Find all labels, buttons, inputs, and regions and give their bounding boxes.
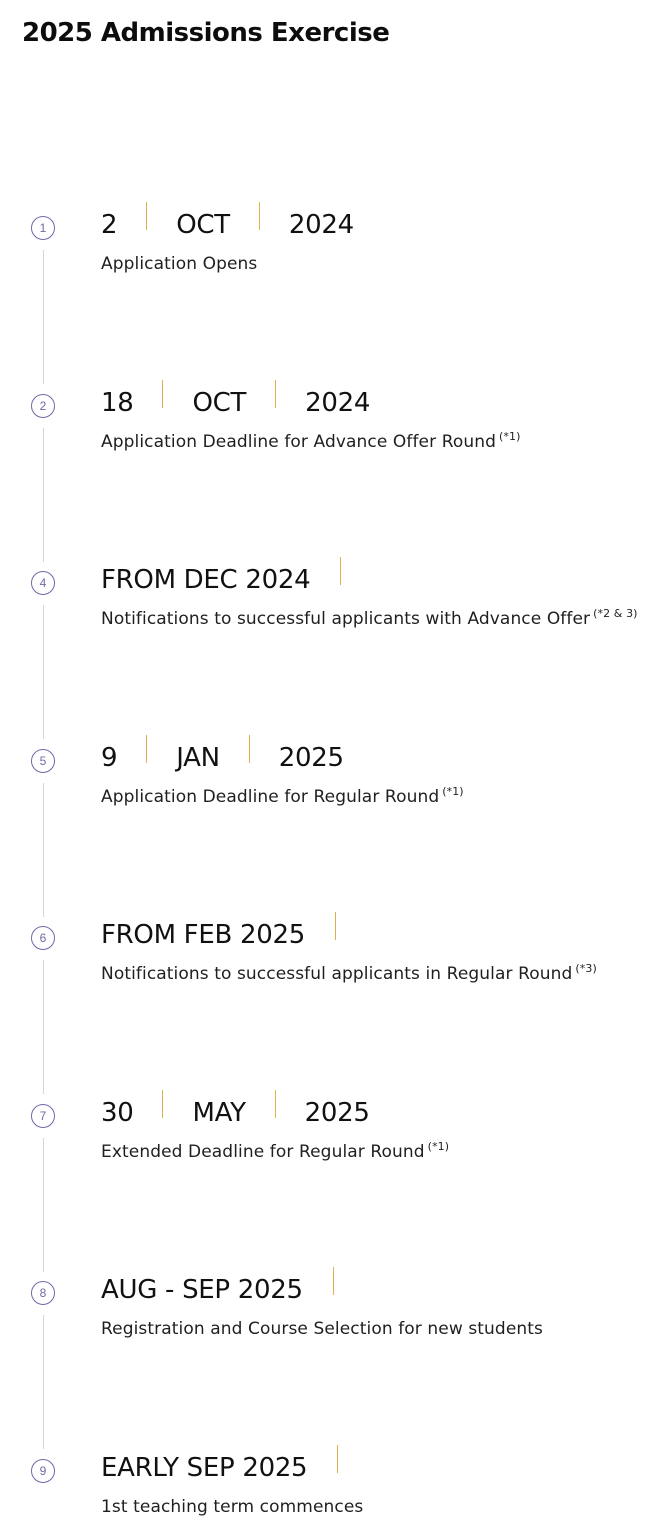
event-date — [101, 380, 370, 426]
event-date — [101, 1090, 370, 1136]
event-description — [101, 962, 597, 986]
step-number-badge: 5 — [31, 749, 55, 773]
date-part: EARLY SEP 2025 — [101, 1453, 308, 1483]
date-separator — [337, 1445, 338, 1473]
event-description-text: Notifications to successful applicants in Regular Round — [101, 964, 573, 984]
event-description-text: Registration and Course Selection for new students — [101, 1319, 543, 1339]
step-number-badge: 8 — [31, 1281, 55, 1305]
event-description — [101, 785, 464, 809]
date-separator — [146, 735, 147, 763]
step-number-badge: 7 — [31, 1104, 55, 1128]
footnote-marker: (*3) — [575, 962, 597, 976]
footnote-marker: (*1) — [427, 1140, 450, 1154]
footnote-marker: (*1) — [442, 785, 464, 799]
event-date — [101, 735, 344, 781]
event-date — [101, 202, 354, 248]
page-title: 2025 Admissions Exercise — [22, 18, 390, 48]
date-separator — [333, 1267, 334, 1295]
step-number-badge: 9 — [31, 1459, 55, 1483]
date-separator — [162, 1090, 163, 1118]
timeline-connector — [43, 428, 44, 562]
step-number-badge: 4 — [31, 571, 55, 595]
date-part: 2025 — [304, 1098, 370, 1128]
date-part: 9 — [101, 743, 118, 773]
event-description — [101, 430, 520, 454]
date-part: OCT — [176, 210, 230, 240]
date-part: 18 — [101, 388, 134, 418]
event-description — [101, 607, 638, 631]
date-part: OCT — [192, 388, 247, 418]
timeline-connector — [43, 783, 44, 917]
event-date — [101, 1267, 334, 1313]
date-part: FROM DEC 2024 — [101, 565, 311, 595]
date-part: 2024 — [305, 388, 371, 418]
date-part: 2024 — [288, 210, 354, 240]
date-part: 30 — [101, 1098, 134, 1128]
date-separator — [249, 735, 250, 763]
date-part: 2025 — [278, 743, 344, 773]
step-number-badge: 1 — [31, 216, 55, 240]
event-description — [101, 1495, 363, 1519]
timeline-connector — [43, 250, 44, 384]
step-number-badge: 2 — [31, 394, 55, 418]
event-description-text: Notifications to successful applicants with Advance Offer — [101, 609, 591, 629]
event-description-text: Application Deadline for Advance Offer Round — [101, 432, 496, 452]
date-part: JAN — [176, 743, 220, 773]
event-description-text: Application Deadline for Regular Round — [101, 787, 440, 807]
date-separator — [146, 202, 147, 230]
event-description-text: Extended Deadline for Regular Round — [101, 1142, 425, 1162]
event-date — [101, 557, 341, 603]
date-separator — [259, 202, 260, 230]
date-separator — [335, 912, 336, 940]
date-separator — [162, 380, 163, 408]
timeline-connector — [43, 960, 44, 1094]
footnote-marker: (*1) — [499, 430, 521, 444]
date-separator — [275, 380, 276, 408]
event-description-text: 1st teaching term commences — [101, 1497, 364, 1517]
date-part: MAY — [192, 1098, 246, 1128]
event-description — [101, 1140, 449, 1164]
date-part: FROM FEB 2025 — [101, 920, 305, 950]
date-part: 2 — [101, 210, 118, 240]
event-description — [101, 1317, 543, 1341]
event-date — [101, 912, 336, 958]
step-number-badge: 6 — [31, 926, 55, 950]
date-part: AUG - SEP 2025 — [101, 1275, 303, 1305]
timeline-connector — [43, 1138, 44, 1272]
event-description — [101, 252, 257, 276]
event-date — [101, 1445, 338, 1491]
footnote-marker: (*2 & 3) — [593, 607, 638, 621]
date-separator — [275, 1090, 276, 1118]
event-description-text: Application Opens — [101, 254, 258, 274]
timeline-connector — [43, 605, 44, 739]
timeline-connector — [43, 1315, 44, 1449]
date-separator — [340, 557, 341, 585]
